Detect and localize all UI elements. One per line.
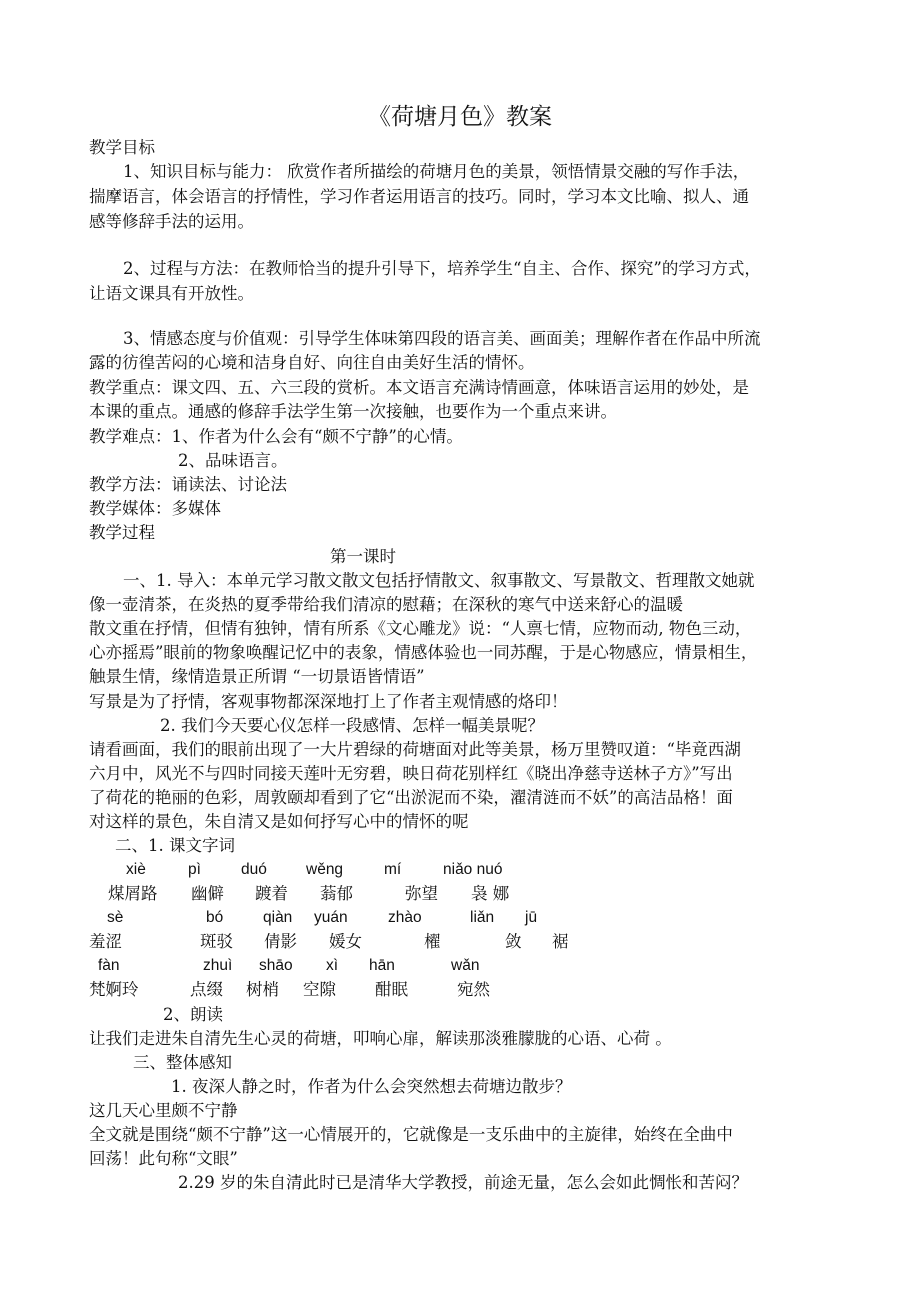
goal2-line1: 2、过程与方法：在教师恰当的提升引导下，培养学生“自主、合作、探究”的学习方式， <box>123 259 761 278</box>
pinyin: fàn <box>98 957 120 974</box>
vocab-word: 空隙 <box>303 980 336 999</box>
reading-text: 让我们走进朱自清先生心灵的荷塘，叩响心扉，解读那淡雅朦胧的心语、心荷 。 <box>89 1029 672 1048</box>
vocab-word: 羞涩 <box>89 932 122 951</box>
vocab-word: 树梢 <box>246 980 279 999</box>
scene-line3: 了荷花的艳丽的色彩，周敦颐却看到了它“出淤泥而不染，濯清涟而不妖”的高洁品格！面 <box>89 788 733 807</box>
difficulty-line1: 教学难点：1、作者为什么会有“颇不宁静”的心情。 <box>89 427 463 446</box>
intro-line4: 心亦摇焉”眼前的物象唤醒记忆中的表象，情感体验也一同苏醒，于是心物感应，情景相生， <box>89 643 758 662</box>
pinyin: duó <box>241 861 267 878</box>
goal2-line2: 让语文课具有开放性。 <box>89 284 254 303</box>
overall-question2: 2.29 岁的朱自清此时已是清华大学教授，前途无量，怎么会如此惆怅和苦闷？ <box>178 1173 748 1192</box>
vocab-word: 点缀 <box>190 980 223 999</box>
vocab-word: 斑驳 <box>200 932 233 951</box>
overall-answer1: 这几天心里颇不宁静 <box>89 1101 238 1120</box>
scene-line2: 六月中，风光不与四时同接天莲叶无穷碧，映日荷花别样红《晓出净慈寺送林子方》”写出 <box>89 764 733 783</box>
goal1-line3: 感等修辞手法的运用。 <box>89 212 254 231</box>
key-line2: 本课的重点。通感的修辞手法学生第一次接触，也要作为一个重点来讲。 <box>89 402 617 421</box>
page-title: 《荷塘月色》教案 <box>368 104 552 130</box>
pinyin: mí <box>384 861 402 878</box>
vocab-word: 袅 娜 <box>471 884 510 903</box>
vocab-word: 媛女 <box>329 932 362 951</box>
scene-line4: 对这样的景色，朱自清又是如何抒写心中的情怀的呢 <box>89 812 469 831</box>
process-heading: 教学过程 <box>89 523 155 542</box>
goal3-line1: 3、情感态度与价值观：引导学生体味第四段的语言美、画面美；理解作者在作品中所流 <box>123 329 761 348</box>
pinyin: shāo <box>259 957 293 974</box>
pinyin: jū <box>525 909 538 926</box>
intro-line2: 像一壶清茶，在炎热的夏季带给我们清凉的慰藉；在深秋的寒气中送来舒心的温暖 <box>89 595 683 614</box>
pinyin: qiàn <box>263 909 293 926</box>
question2: 2. 我们今天要心仪怎样一段感情、怎样一幅美景呢？ <box>160 716 544 735</box>
difficulty-line2: 2、品味语言。 <box>178 451 288 470</box>
pinyin: xì <box>326 957 339 974</box>
intro-line3: 散文重在抒情，但情有独钟，情有所系《文心雕龙》说：“人禀七情，应物而动, 物色三动， <box>89 619 752 638</box>
pinyin: zhào <box>388 909 422 926</box>
pinyin: niǎo nuó <box>443 861 503 878</box>
pinyin: zhuì <box>203 957 233 974</box>
pinyin: hān <box>369 957 395 974</box>
overall-answer2-line2: 回荡！此句称“文眼” <box>89 1149 238 1168</box>
intro-line5: 触景生情，缘情造景正所谓 “一切景语皆情语” <box>89 667 425 686</box>
teaching-media: 教学媒体：多媒体 <box>89 499 221 518</box>
pinyin: sè <box>107 909 124 926</box>
vocab-word: 蓊郁 <box>320 884 353 903</box>
pinyin: wěng <box>306 861 344 878</box>
teaching-method: 教学方法：诵读法、讨论法 <box>89 475 287 494</box>
overall-answer2-line1: 全文就是围绕“颇不宁静”这一心情展开的，它就像是一支乐曲中的主旋律，始终在全曲中 <box>89 1125 733 1144</box>
vocab-word: 倩影 <box>264 932 297 951</box>
vocab-word: 裾 <box>552 932 569 951</box>
scene-line1: 请看画面，我们的眼前出现了一大片碧绿的荷塘面对此等美景，杨万里赞叹道：“毕竟西湖 <box>89 740 741 759</box>
lesson1-heading: 第一课时 <box>330 547 396 566</box>
vocab-heading: 二、1. 课文字词 <box>115 836 235 855</box>
key-line1: 教学重点：课文四、五、六三段的赏析。本文语言充满诗情画意，体味语言运用的妙处，是 <box>89 378 749 397</box>
vocab-word: 宛然 <box>457 980 490 999</box>
reading-heading: 2、朗读 <box>163 1005 223 1024</box>
pinyin: bó <box>206 909 224 926</box>
vocab-word: 敛 <box>505 932 522 951</box>
pinyin: pì <box>188 861 201 878</box>
pinyin: wǎn <box>451 957 480 974</box>
vocab-word: 煤屑路 <box>108 884 158 903</box>
overall-question1: 1. 夜深人静之时，作者为什么会突然想去荷塘边散步？ <box>171 1077 572 1096</box>
pinyin: yuán <box>314 909 348 926</box>
intro-line1: 一、1. 导入：本单元学习散文散文包括抒情散文、叙事散文、写景散文、哲理散文她就 <box>123 571 755 590</box>
vocab-word: 梵婀玲 <box>89 980 139 999</box>
goals-heading: 教学目标 <box>89 138 155 157</box>
vocab-word: 櫂 <box>424 932 441 951</box>
vocab-word: 幽僻 <box>191 884 224 903</box>
goal3-line2: 露的彷徨苦闷的心境和洁身自好、向往自由美好生活的情怀。 <box>89 353 535 372</box>
pinyin: liǎn <box>470 909 495 926</box>
vocab-word: 弥望 <box>405 884 438 903</box>
vocab-word: 酣眠 <box>375 980 408 999</box>
overall-heading: 三、整体感知 <box>133 1053 232 1072</box>
goal1-line1: 1、知识目标与能力： 欣赏作者所描绘的荷塘月色的美景，领悟情景交融的写作手法， <box>123 162 750 181</box>
pinyin: xiè <box>126 861 146 878</box>
goal1-line2: 揣摩语言，体会语言的抒情性，学习作者运用语言的技巧。同时，学习本文比喻、拟人、通 <box>89 187 749 206</box>
intro-line6: 写景是为了抒情，客观事物都深深地打上了作者主观情感的烙印！ <box>89 692 568 711</box>
vocab-word: 踱着 <box>255 884 288 903</box>
